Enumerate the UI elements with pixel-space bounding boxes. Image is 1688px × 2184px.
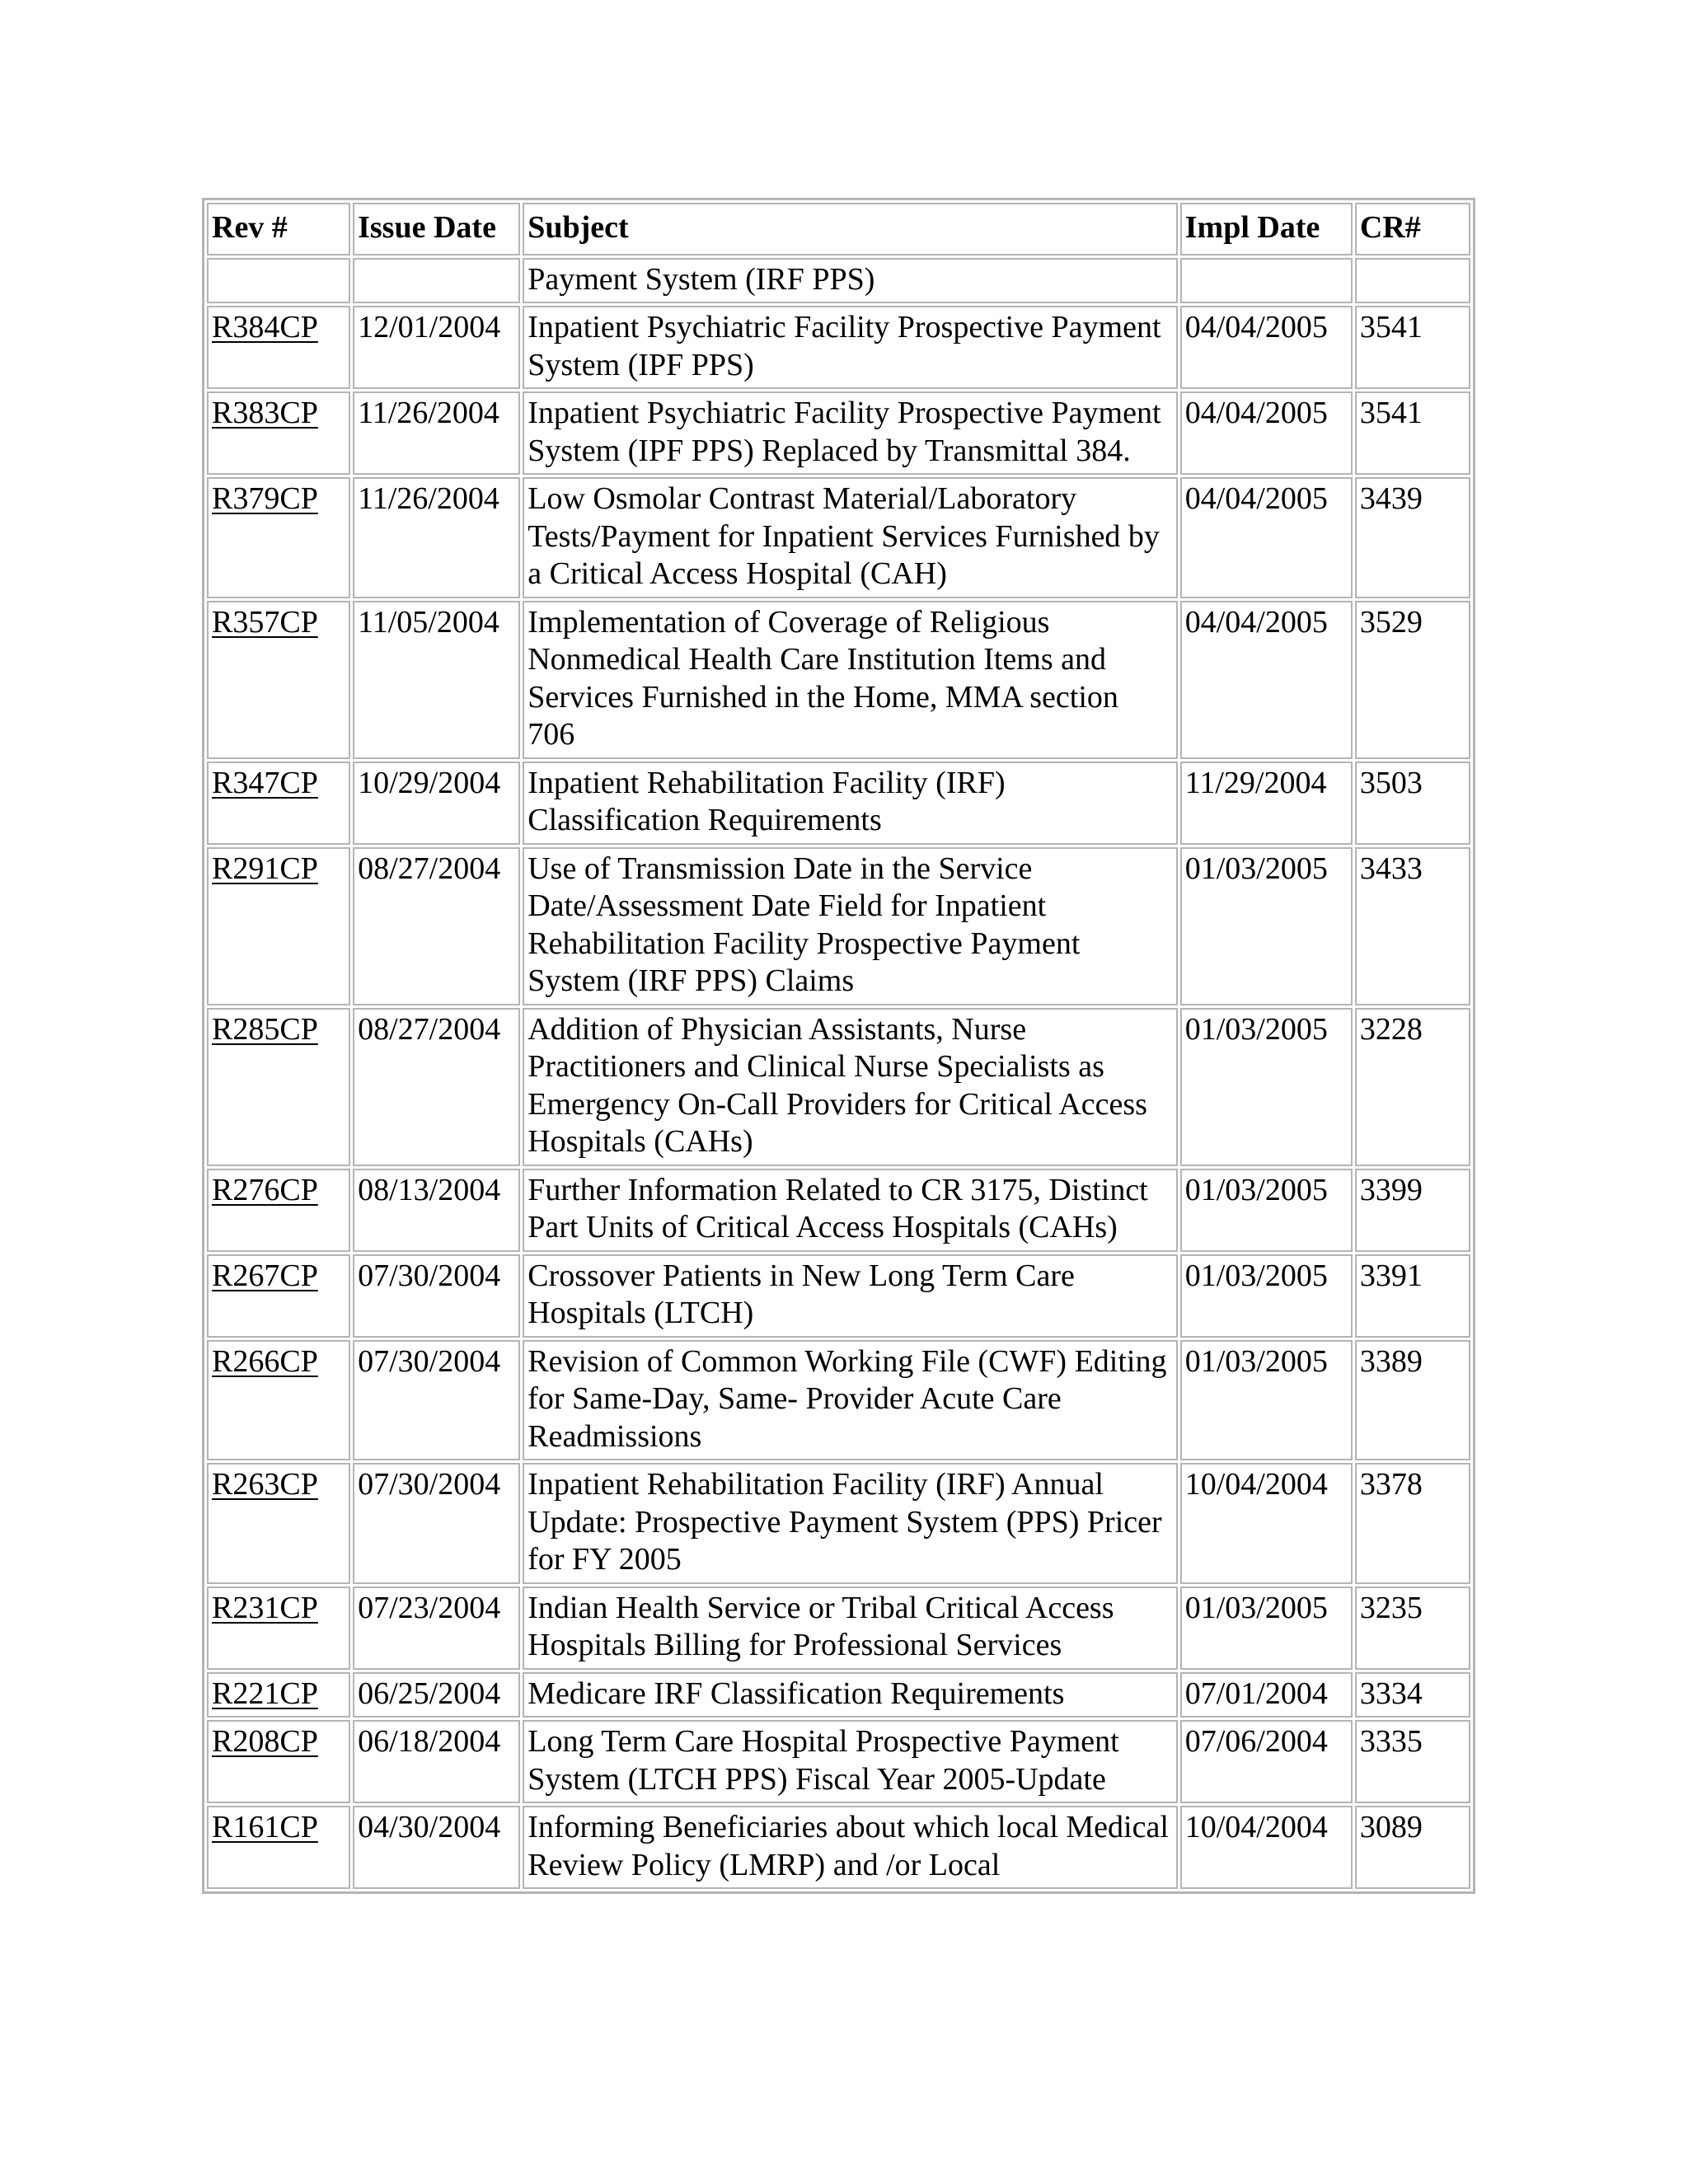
- cell-impl-date: 10/04/2004: [1180, 1806, 1353, 1889]
- cell-cr: 3433: [1355, 847, 1470, 1005]
- table-row: [207, 477, 1470, 598]
- rev-link[interactable]: R221CP: [212, 1675, 318, 1711]
- cell-impl-date: 04/04/2005: [1180, 391, 1353, 475]
- cell-rev-empty: [207, 258, 350, 304]
- cell-rev: [207, 1672, 350, 1718]
- revision-table: [202, 198, 1475, 1894]
- table-row: [207, 1672, 1470, 1718]
- cell-impl-date: 04/04/2005: [1180, 306, 1353, 389]
- table-row: [207, 391, 1470, 475]
- cell-cr-empty: [1355, 258, 1470, 304]
- cell-rev: [207, 391, 350, 475]
- table-row: [207, 1720, 1470, 1803]
- cell-subject: Further Information Related to CR 3175, Distinct Part Units of Critical Access Hospitals (CAHs): [523, 1169, 1178, 1252]
- cell-issue-date: 08/13/2004: [353, 1169, 520, 1252]
- cell-issue-date: 07/30/2004: [353, 1340, 520, 1461]
- cell-subject: Payment System (IRF PPS): [523, 258, 1178, 304]
- table-row: [207, 306, 1470, 389]
- cell-cr: 3378: [1355, 1463, 1470, 1584]
- rev-link[interactable]: R384CP: [212, 310, 318, 344]
- rev-link[interactable]: R276CP: [212, 1172, 318, 1207]
- rev-link[interactable]: R266CP: [212, 1343, 318, 1379]
- cell-issue-date: 10/29/2004: [353, 762, 520, 845]
- cell-cr: 3391: [1355, 1254, 1470, 1338]
- cell-impl-date: 11/29/2004: [1180, 762, 1353, 845]
- rev-link[interactable]: R231CP: [212, 1590, 318, 1625]
- cell-issue-date: 08/27/2004: [353, 1008, 520, 1166]
- table-row: [207, 1340, 1470, 1461]
- cell-impl-date: 04/04/2005: [1180, 601, 1353, 759]
- cell-subject: Crossover Patients in New Long Term Care Hospitals (LTCH): [523, 1254, 1178, 1338]
- cell-rev: [207, 1806, 350, 1889]
- cell-impl-date: 04/04/2005: [1180, 477, 1353, 598]
- cell-subject: Medicare IRF Classification Requirements: [523, 1672, 1178, 1718]
- cell-impl-date: 01/03/2005: [1180, 1254, 1353, 1338]
- rev-link[interactable]: R347CP: [212, 765, 318, 800]
- table-row: [207, 1806, 1470, 1889]
- header-rev: Rev #: [207, 203, 350, 255]
- header-cr: CR#: [1355, 203, 1470, 255]
- rev-link[interactable]: R379CP: [212, 481, 318, 516]
- rev-link[interactable]: R263CP: [212, 1467, 318, 1502]
- cell-cr: 3389: [1355, 1340, 1470, 1461]
- cell-cr: 3399: [1355, 1169, 1470, 1252]
- table-row: [207, 847, 1470, 1005]
- document-page: [202, 198, 1475, 1894]
- cell-subject: Inpatient Rehabilitation Facility (IRF) Classification Requirements: [523, 762, 1178, 845]
- cell-issue-date: 04/30/2004: [353, 1806, 520, 1889]
- cell-cr: 3089: [1355, 1806, 1470, 1889]
- table-row: [207, 601, 1470, 759]
- cell-cr: 3529: [1355, 601, 1470, 759]
- rev-link[interactable]: R285CP: [212, 1011, 318, 1047]
- cell-rev: [207, 1720, 350, 1803]
- cell-cr: 3541: [1355, 391, 1470, 475]
- cell-subject: Inpatient Psychiatric Facility Prospective Payment System (IPF PPS) Replaced by Transmittal 384.: [523, 391, 1178, 475]
- cell-issue-date: 11/26/2004: [353, 477, 520, 598]
- cell-subject: Long Term Care Hospital Prospective Payment System (LTCH PPS) Fiscal Year 2005-Update: [523, 1720, 1178, 1803]
- cell-rev: [207, 1008, 350, 1166]
- cell-cr: 3439: [1355, 477, 1470, 598]
- cell-subject: Implementation of Coverage of Religious Nonmedical Health Care Institution Items and Services Furnished in the Home, MMA section 706: [523, 601, 1178, 759]
- header-issue-date: Issue Date: [353, 203, 520, 255]
- cell-rev: [207, 847, 350, 1005]
- cell-subject: Use of Transmission Date in the Service Date/Assessment Date Field for Inpatient Rehabilitation Facility Prospective Payment System (IRF PPS) Claims: [523, 847, 1178, 1005]
- continuation-row: [207, 258, 1470, 304]
- cell-impl-date-empty: [1180, 258, 1353, 304]
- cell-rev: [207, 601, 350, 759]
- rev-link[interactable]: R267CP: [212, 1258, 318, 1293]
- cell-cr: 3503: [1355, 762, 1470, 845]
- cell-cr: 3334: [1355, 1672, 1470, 1718]
- cell-rev: [207, 762, 350, 845]
- cell-impl-date: 01/03/2005: [1180, 1169, 1353, 1252]
- cell-issue-date: 07/30/2004: [353, 1254, 520, 1338]
- table-row: [207, 762, 1470, 845]
- cell-cr: 3541: [1355, 306, 1470, 389]
- header-row: [207, 203, 1470, 255]
- rev-link[interactable]: R383CP: [212, 396, 318, 430]
- cell-cr: 3335: [1355, 1720, 1470, 1803]
- cell-subject: Indian Health Service or Tribal Critical Access Hospitals Billing for Professional Services: [523, 1586, 1178, 1670]
- table-row: [207, 1008, 1470, 1166]
- cell-issue-date: 06/25/2004: [353, 1672, 520, 1718]
- cell-issue-date: 06/18/2004: [353, 1720, 520, 1803]
- cell-rev: [207, 1586, 350, 1670]
- cell-rev: [207, 1463, 350, 1584]
- table-row: [207, 1463, 1470, 1584]
- cell-issue-date: 11/05/2004: [353, 601, 520, 759]
- cell-impl-date: 10/04/2004: [1180, 1463, 1353, 1584]
- cell-issue-date: 12/01/2004: [353, 306, 520, 389]
- rev-link[interactable]: R161CP: [212, 1810, 318, 1844]
- table-row: [207, 1586, 1470, 1670]
- cell-subject: Informing Beneficiaries about which local Medical Review Policy (LMRP) and /or Local: [523, 1806, 1178, 1889]
- cell-subject: Inpatient Rehabilitation Facility (IRF) Annual Update: Prospective Payment System (PPS) Pricer for FY 2005: [523, 1463, 1178, 1584]
- cell-subject: Low Osmolar Contrast Material/Laboratory Tests/Payment for Inpatient Services Furnished by a Critical Access Hospital (CAH): [523, 477, 1178, 598]
- cell-impl-date: 01/03/2005: [1180, 1008, 1353, 1166]
- cell-rev: [207, 1340, 350, 1461]
- cell-subject: Inpatient Psychiatric Facility Prospective Payment System (IPF PPS): [523, 306, 1178, 389]
- rev-link[interactable]: R357CP: [212, 604, 318, 640]
- cell-rev: [207, 1169, 350, 1252]
- table-row: [207, 1254, 1470, 1338]
- cell-cr: 3228: [1355, 1008, 1470, 1166]
- cell-impl-date: 07/01/2004: [1180, 1672, 1353, 1718]
- cell-subject: Revision of Common Working File (CWF) Editing for Same-Day, Same- Provider Acute Care Readmissions: [523, 1340, 1178, 1461]
- cell-issue-date-empty: [353, 258, 520, 304]
- table-row: [207, 1169, 1470, 1252]
- rev-link[interactable]: R208CP: [212, 1724, 318, 1759]
- cell-rev: [207, 1254, 350, 1338]
- cell-rev: [207, 306, 350, 389]
- header-impl-date: Impl Date: [1180, 203, 1353, 255]
- rev-link[interactable]: R291CP: [212, 851, 318, 886]
- cell-cr: 3235: [1355, 1586, 1470, 1670]
- cell-impl-date: 01/03/2005: [1180, 1586, 1353, 1670]
- cell-rev: [207, 477, 350, 598]
- cell-impl-date: 07/06/2004: [1180, 1720, 1353, 1803]
- cell-issue-date: 11/26/2004: [353, 391, 520, 475]
- cell-impl-date: 01/03/2005: [1180, 1340, 1353, 1461]
- header-subject: Subject: [523, 203, 1178, 255]
- cell-issue-date: 08/27/2004: [353, 847, 520, 1005]
- cell-impl-date: 01/03/2005: [1180, 847, 1353, 1005]
- cell-subject: Addition of Physician Assistants, Nurse Practitioners and Clinical Nurse Specialists as Emergency On-Call Providers for Critical Access Hospitals (CAHs): [523, 1008, 1178, 1166]
- cell-issue-date: 07/30/2004: [353, 1463, 520, 1584]
- cell-issue-date: 07/23/2004: [353, 1586, 520, 1670]
